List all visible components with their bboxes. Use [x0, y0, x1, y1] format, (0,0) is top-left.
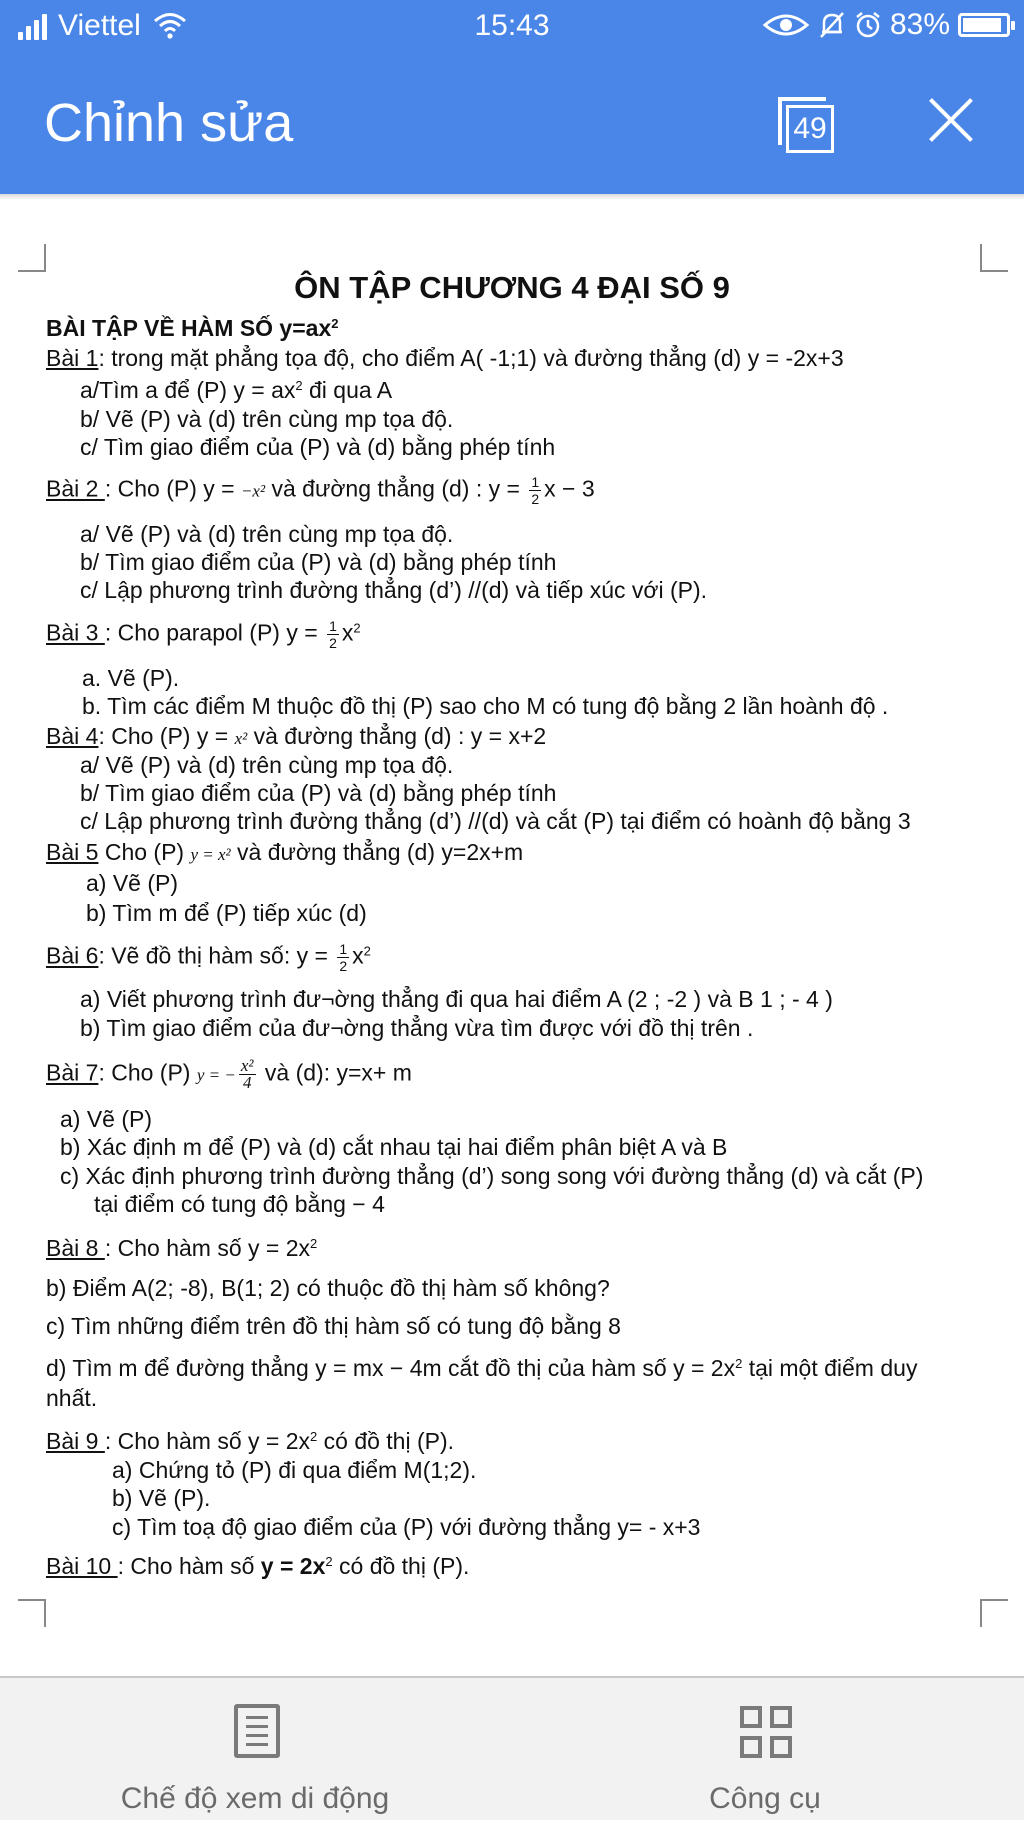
- exercise-4c: c/ Lập phương trình đường thẳng (d’) //(d) và cắt (P) tại điểm có hoành độ bằng 3: [80, 808, 911, 834]
- mobile-view-icon: [234, 1704, 280, 1758]
- exercise-9b: b) Vẽ (P).: [112, 1485, 211, 1511]
- page-corner-mark: [980, 1599, 1008, 1627]
- exercise-7c: c) Xác định phương trình đường thẳng (d’) song song với đường thẳng (d) và cắt (P): [60, 1163, 924, 1189]
- exercise-2: Bài 2 : Cho (P) y = −x² và đường thẳng (d) : y = $\frac{1}{2}$ x − 3: [46, 474, 595, 507]
- exercise-4a: a/ Vẽ (P) và (d) trên cùng mp tọa độ.: [80, 752, 454, 778]
- exercise-1: Bài 1: trong mặt phẳng tọa độ, cho điểm A( -1;1) và đường thẳng (d) y = -2x+3: [46, 345, 844, 371]
- exercise-5a: a) Vẽ (P): [86, 870, 179, 896]
- exercise-8: Bài 8 : Cho hàm số $y = 2x^2$: [46, 1235, 318, 1261]
- exercise-3a: a. Vẽ (P).: [82, 665, 180, 691]
- exercise-1a: a/Tìm a để (P) $y = ax^2$ đi qua A: [80, 377, 393, 403]
- page-count: 49: [786, 105, 834, 153]
- exercise-6b: b) Tìm giao điểm của đư¬ờng thẳng vừa tìm được với đồ thị trên .: [80, 1015, 754, 1041]
- grid-icon: [740, 1706, 794, 1760]
- battery-percent: 83%: [889, 8, 950, 41]
- tools-label: Công cụ: [709, 1782, 821, 1815]
- exercise-10: Bài 10 : Cho hàm số $y = 2x^2$ có đồ thị (P).: [46, 1553, 470, 1579]
- exercise-2b: b/ Tìm giao điểm của (P) và (d) bằng phép tính: [80, 549, 557, 575]
- exercise-1c: c/ Tìm giao điểm của (P) và (d) bằng phép tính: [80, 434, 556, 460]
- document-subtitle: BÀI TẬP VỀ HÀM SỐ $y=ax^2$: [46, 315, 339, 341]
- exercise-2a: a/ Vẽ (P) và (d) trên cùng mp tọa độ.: [80, 521, 454, 547]
- exercise-5: Bài 5 Cho (P) y = x² và đường thẳng (d) y=2x+m: [46, 839, 524, 865]
- exercise-6: Bài 6: Vẽ đồ thị hàm số: y = $\frac{1}{2}$ $x^2$: [46, 941, 371, 974]
- exercise-9: Bài 9 : Cho hàm số $y = 2x^2$ có đồ thị (P).: [46, 1428, 455, 1454]
- carrier-name: Viettel: [58, 9, 141, 42]
- exercise-9c: c) Tìm toạ độ giao điểm của (P) với đường thẳng y= - x+3: [112, 1514, 701, 1540]
- clock: 15:43: [474, 9, 550, 42]
- document-title: ÔN TẬP CHƯƠNG 4 ĐẠI SỐ 9: [294, 270, 730, 305]
- exercise-9a: a) Chứng tỏ (P) đi qua điểm M(1;2).: [112, 1457, 477, 1483]
- mobile-view-label: Chế độ xem di động: [120, 1782, 390, 1815]
- exercise-7a: a) Vẽ (P): [60, 1106, 153, 1132]
- exercise-3b: b. Tìm các điểm M thuộc đồ thị (P) sao cho M có tung độ bằng 2 lần hoành độ .: [82, 693, 889, 719]
- mobile-view-button[interactable]: [100, 1678, 410, 1822]
- exercise-1b: b/ Vẽ (P) và (d) trên cùng mp tọa độ.: [80, 406, 454, 432]
- tools-button[interactable]: [660, 1678, 870, 1822]
- exercise-7b: b) Xác định m để (P) và (d) cắt nhau tại hai điểm phân biệt A và B: [60, 1134, 728, 1160]
- exercise-8d: d) Tìm m để đường thẳng y = mx − 4m cắt đồ thị của hàm số $y = 2x^2$ tại một điểm duy: [46, 1355, 918, 1381]
- exercise-4b: b/ Tìm giao điểm của (P) và (d) bằng phép tính: [80, 780, 557, 806]
- exercise-2c: c/ Lập phương trình đường thẳng (d’) //(d) và tiếp xúc với (P).: [80, 577, 708, 603]
- exercise-8b: b) Điểm A(2; -8), B(1; 2) có thuộc đồ thị hàm số không?: [46, 1275, 610, 1301]
- bottom-bar: [0, 1676, 1024, 1820]
- exercise-7c-cont: tại điểm có tung độ bằng − 4: [94, 1191, 385, 1217]
- exercise-7: Bài 7: Cho (P) y = − $\frac{\text{x²}}{4}$ và (d): y=x+ m: [46, 1056, 412, 1092]
- exercise-8d-cont: nhất.: [46, 1385, 98, 1411]
- exercise-4: Bài 4: Cho (P) y = x² và đường thẳng (d) : y = x+2: [46, 723, 547, 749]
- exercise-8c: c) Tìm những điểm trên đồ thị hàm số có tung độ bằng 8: [46, 1313, 621, 1339]
- exercise-5b: b) Tìm m để (P) tiếp xúc (d): [86, 900, 367, 926]
- exercise-3: Bài 3 : Cho parapol (P) y = $\frac{1}{2}$ $x^2$: [46, 618, 361, 651]
- exercise-6a: a) Viết phương trình đư¬ờng thẳng đi qua hai điểm A (2 ; -2 ) và B 1 ; - 4 ): [80, 986, 833, 1012]
- page-corner-mark: [18, 1599, 46, 1627]
- page-title: Chỉnh sửa: [44, 93, 294, 153]
